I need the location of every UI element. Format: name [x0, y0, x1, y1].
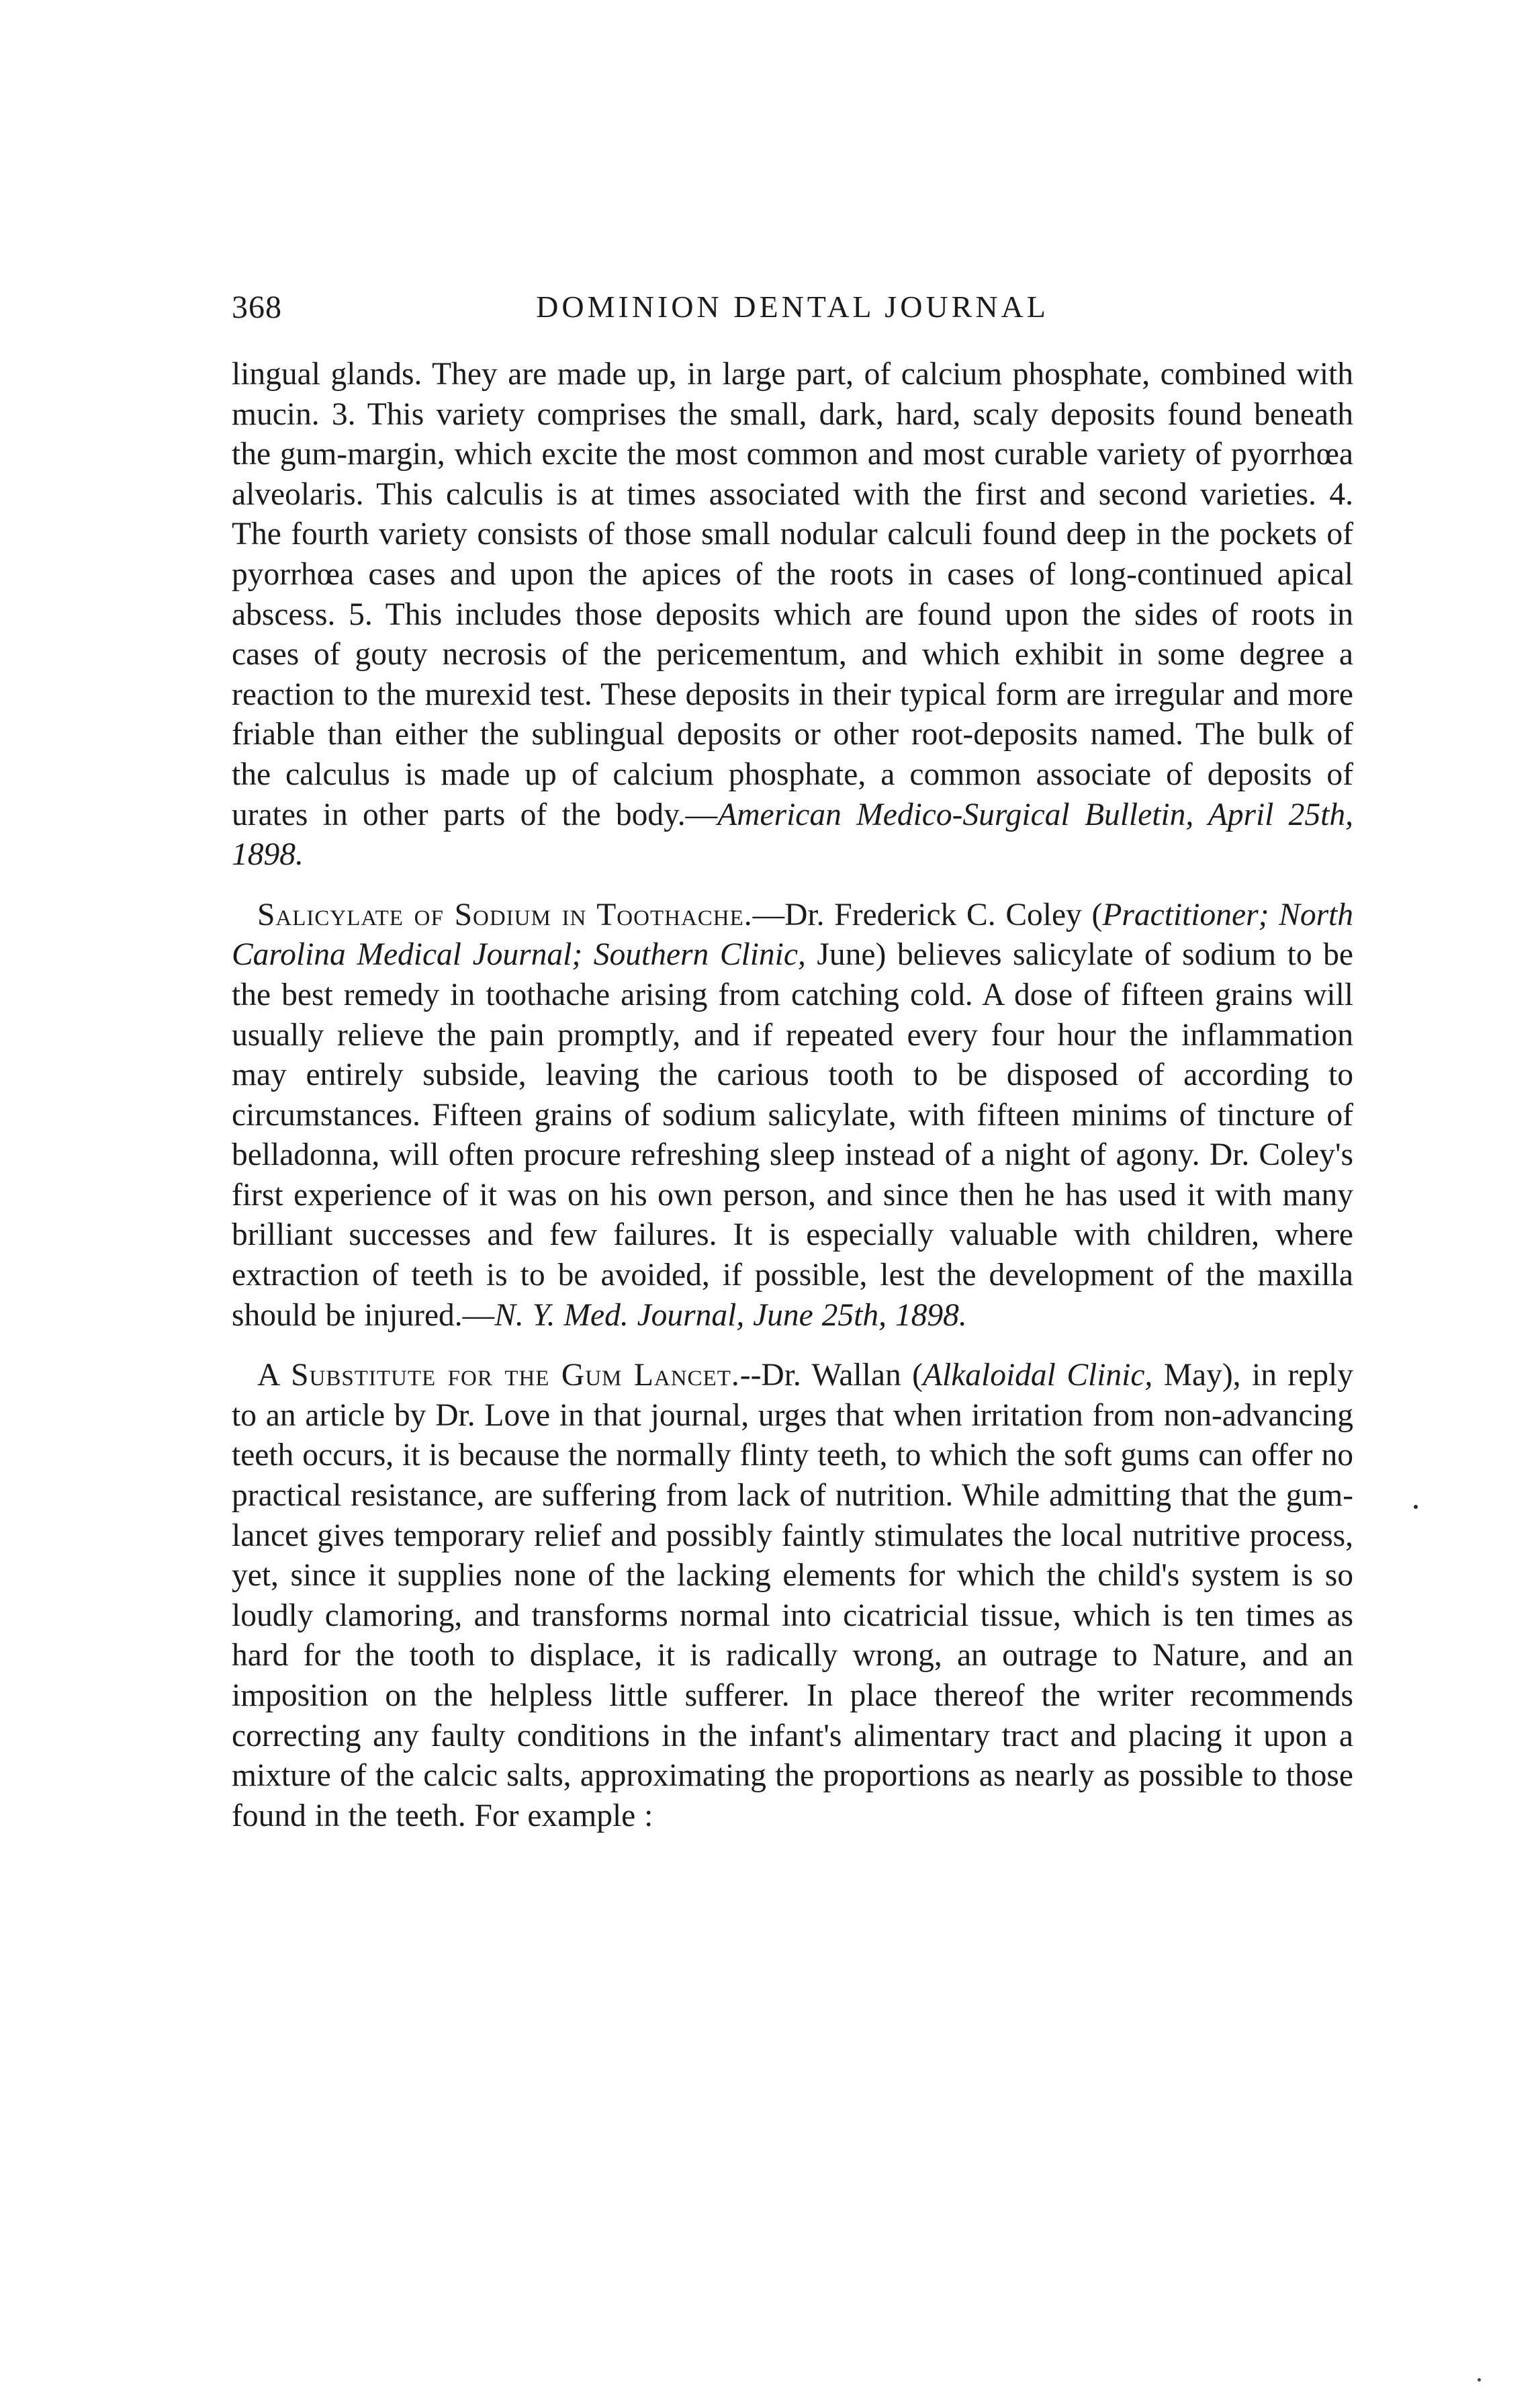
page-header [232, 289, 1353, 336]
margin-speck [1414, 1505, 1418, 1509]
paragraph-text: May), in reply to an article by Dr. Love in that journal, urges that when irritation from non-advancing teeth occurs, it is because the normally flinty teeth, to which the soft gums can offer no practical resistance, are suffering from lack of nutrition. While admitting that the gum-lancet gives temporary relief and possibly faintly stimulates the local nutritive process, yet, since it supplies none of the lacking elements for which the child's system is so loudly clamoring, and transforms normal into cicatricial tissue, which is ten times as hard for the tooth to displace, it is radically wrong, an outrage to Nature, and an imposition on the helpless little sufferer. In place thereof the writer recommends correcting any faulty conditions in the infant's alimentary tract and placing it upon a mixture of the calcic salts, approximating the proportions as nearly as possible to those found in the teeth. For example : [232, 1358, 1353, 1833]
section-heading: Salicylate of Sodium in Toothache. [257, 897, 753, 932]
paragraph-salicylate-sodium [232, 896, 1353, 1336]
source-journal: Alkaloidal Clinic, [922, 1358, 1153, 1393]
paragraph-text: June) believes salicylate of sodium to be the best remedy in toothache arising from catching cold. A dose of fifteen grains will usually relieve the pain promptly, and if repeated every four hour the inflammation may entirely subside, leaving the carious tooth to be disposed of according to circumstances. Fifteen grains of sodium salicylate, with fifteen minims of tincture of belladonna, will often procure refreshing sleep instead of a night of agony. Dr. Coley's first experience of it was on his own person, and since then he has used it with many brilliant successes and few failures. It is especially valuable with children, where extraction of teeth is to be avoided, if possible, lest the development of the maxilla should be injured.— [232, 937, 1353, 1333]
citation: American Medico-Surgical Bulletin, April 25th, 1898. [232, 797, 1354, 873]
citation: N. Y. Med. Journal, June 25th, 1898. [494, 1297, 967, 1333]
running-title: DOMINION DENTAL JOURNAL [536, 290, 1049, 324]
section-heading: A Substitute for the Gum Lancet. [257, 1358, 740, 1393]
article-body [232, 355, 1353, 2303]
source-journals: Practitioner; North Carolina Medical Journal; Southern Clinic, [232, 897, 1353, 973]
paragraph-text: lingual glands. They are made up, in large part, of calcium phosphate, combined with mucin. 3. This variety comprises the small, dark, hard, scaly deposits found beneath the gum-margin, which excite the most common and most curable variety of pyorrhœa alveolaris. This calculis is at times associated with the first and second varieties. 4. The fourth variety consists of those small nodular calculi found deep in the pockets of pyorrhœa cases and upon the apices of the roots in cases of long-continued apical abscess. 5. This includes those deposits which are found upon the sides of roots in cases of gouty necrosis of the pericementum, and which exhibit in some degree a reaction to the murexid test. These deposits in their typical form are irregular and more friable than either the sublingual deposits or other root-deposits named. The bulk of the calculus is made up of calcium phosphate, a common associate of deposits of urates in other parts of the body.— [232, 357, 1353, 832]
corner-speck [1478, 2378, 1481, 2382]
paragraph-text: —Dr. Frederick C. Coley ( [752, 897, 1103, 932]
paragraph-gum-lancet [232, 1356, 1353, 1836]
paragraph-text: --Dr. Wallan ( [739, 1358, 923, 1393]
paragraph-calculus-varieties [232, 355, 1353, 875]
page-number: 368 [232, 290, 282, 325]
